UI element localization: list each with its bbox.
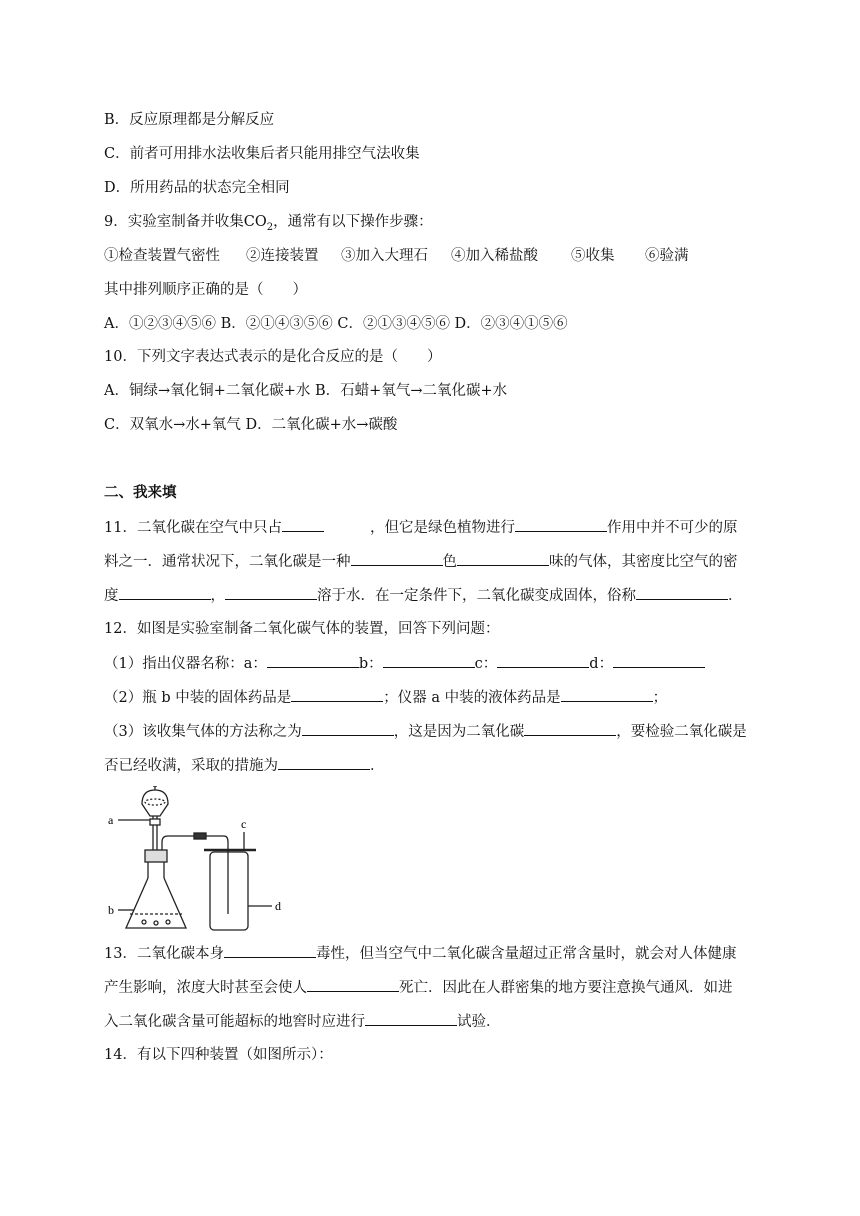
- q13-line-2: [104, 977, 733, 998]
- q12-p3-text-b: ，这是因为二氧化碳: [393, 724, 525, 740]
- q8-option-c: C．前者可用排水法收集后者只能用排空气法收集: [104, 146, 420, 162]
- q9-stem-subscript: 2: [266, 221, 274, 233]
- q12-p2-text-c: ；: [652, 690, 668, 706]
- q12-blank-method[interactable]: [302, 721, 394, 736]
- q12-blank-a[interactable]: [267, 653, 359, 668]
- section-title: 二、我来填: [104, 484, 177, 501]
- q12-p1-label-c: c：: [474, 656, 498, 672]
- q9-step-2: ②连接装置: [246, 248, 319, 264]
- q12-p2-text-a: （2）瓶 b 中装的固体药品是: [104, 690, 292, 706]
- q13-text-2a: 产生影响，浓度大时甚至会使人: [104, 980, 307, 996]
- q12-part-1: [104, 653, 705, 674]
- q11-text-2c: 味的气体，其密度比空气的密: [549, 554, 738, 570]
- q11-blank-5[interactable]: [119, 585, 211, 600]
- figure-label-a: a: [108, 813, 114, 827]
- q12-p1-label-a: （1）指出仪器名称：a：: [104, 656, 267, 672]
- q13-blank-1[interactable]: [224, 943, 316, 958]
- q12-stem: 12．如图是实验室制备二氧化碳气体的装置，回答下列问题：: [104, 621, 500, 637]
- q13-blank-3[interactable]: [365, 1011, 457, 1026]
- q9-stem-prefix: 9．实验室制备并收集CO: [104, 214, 267, 230]
- q9-step-3: ③加入大理石: [341, 248, 428, 264]
- q9-step-6: ⑥验满: [645, 248, 689, 264]
- q11-blank-2[interactable]: [515, 517, 607, 532]
- q13-text-2b: 死亡．因此在人群密集的地方要注意换气通风．如进: [399, 980, 733, 996]
- q11-blank-6[interactable]: [225, 585, 317, 600]
- q9-ask: 其中排列顺序正确的是（ ）: [104, 282, 307, 298]
- q11-text-1c: 作用中并不可少的原: [606, 520, 738, 536]
- q11-text-3b: ，: [210, 588, 225, 604]
- flask-stopper: [145, 850, 167, 862]
- q12-p2-text-b: ；仪器 a 中装的液体药品是: [383, 690, 561, 706]
- q11-line-1: [104, 517, 737, 538]
- q11-blank-1[interactable]: [282, 517, 324, 532]
- q9-stem-suffix: ，通常有以下操作步骤：: [273, 214, 433, 230]
- q12-p1-label-d: d：: [589, 656, 614, 672]
- q11-blank-4[interactable]: [457, 551, 549, 566]
- q10-options-cd: C．双氧水→水+氧气 D．二氧化碳+水→碳酸: [104, 417, 398, 433]
- q11-line-2: [104, 551, 738, 572]
- q12-blank-b[interactable]: [383, 653, 475, 668]
- q12-blank-d[interactable]: [613, 653, 705, 668]
- q11-blank-7[interactable]: [636, 585, 728, 600]
- co2-apparatus-figure: [104, 786, 288, 934]
- q11-text-1a: 11．二氧化碳在空气中只占: [104, 520, 282, 536]
- q9-step-4: ④加入稀盐酸: [451, 248, 538, 264]
- figure-label-c: c: [241, 817, 247, 831]
- figure-label-d: d: [275, 899, 281, 913]
- q9-step-1: ①检查装置气密性: [104, 248, 220, 264]
- q11-text-3a: 度: [104, 588, 119, 604]
- q11-text-2a: 料之一．通常状况下，二氧化碳是一种: [104, 554, 351, 570]
- q12-part-3: [104, 721, 747, 742]
- q13-blank-2[interactable]: [307, 977, 399, 992]
- q11-text-3c: 溶于水．在一定条件下，二氧化碳变成固体，俗称: [317, 588, 636, 604]
- q12-p4-text-a: 否已经收满，采取的措施为: [104, 758, 278, 774]
- q11-text-2b: 色: [442, 554, 457, 570]
- gas-collecting-bottle: [210, 852, 248, 930]
- q12-p4-text-b: ．: [370, 758, 385, 774]
- q10-stem: 10．下列文字表达式表示的是化合反应的是（ ）: [104, 349, 442, 365]
- q13-line-3: [104, 1011, 501, 1032]
- figure-label-b: b: [108, 903, 114, 917]
- q8-option-d: D．所用药品的状态完全相同: [104, 180, 290, 196]
- q13-text-1b: 毒性，但当空气中二氧化碳含量超过正常含量时，就会对人体健康: [315, 946, 737, 962]
- q11-line-3: [104, 585, 743, 606]
- q9-step-5: ⑤收集: [571, 248, 615, 264]
- q12-blank-measure[interactable]: [278, 755, 370, 770]
- q14-stem: 14．有以下四种装置（如图所示）：: [104, 1047, 333, 1063]
- q11-text-3d: ．: [728, 588, 743, 604]
- q11-blank-3[interactable]: [351, 551, 443, 566]
- q9-options: A．①②③④⑤⑥ B．②①④③⑤⑥ C．②①③④⑤⑥ D．②③④①⑤⑥: [104, 316, 568, 332]
- q8-option-b: B．反应原理都是分解反应: [104, 112, 275, 128]
- q12-p1-label-b: b：: [358, 656, 383, 672]
- q11-text-1b: ，但它是绿色植物进行: [369, 520, 515, 536]
- q12-part-2: [104, 687, 667, 708]
- q13-line-1: [104, 943, 736, 964]
- q12-p3-text-c: ，要检验二氧化碳是: [616, 724, 747, 740]
- q12-blank-liquid[interactable]: [561, 687, 653, 702]
- q9-stem: [104, 212, 433, 238]
- q12-blank-solid[interactable]: [291, 687, 383, 702]
- q12-blank-c[interactable]: [497, 653, 589, 668]
- q10-options-ab: A．铜绿→氧化铜+二氧化碳+水 B．石蜡+氧气→二氧化碳+水: [104, 383, 508, 399]
- q13-text-3b: 试验．: [457, 1014, 501, 1030]
- q13-text-3a: 入二氧化碳含量可能超标的地窖时应进行: [104, 1014, 365, 1030]
- q12-part-3-cont: [104, 755, 385, 776]
- q12-p3-text-a: （3）该收集气体的方法称之为: [104, 724, 302, 740]
- q13-text-1a: 13．二氧化碳本身: [104, 946, 224, 962]
- q12-blank-reason[interactable]: [524, 721, 616, 736]
